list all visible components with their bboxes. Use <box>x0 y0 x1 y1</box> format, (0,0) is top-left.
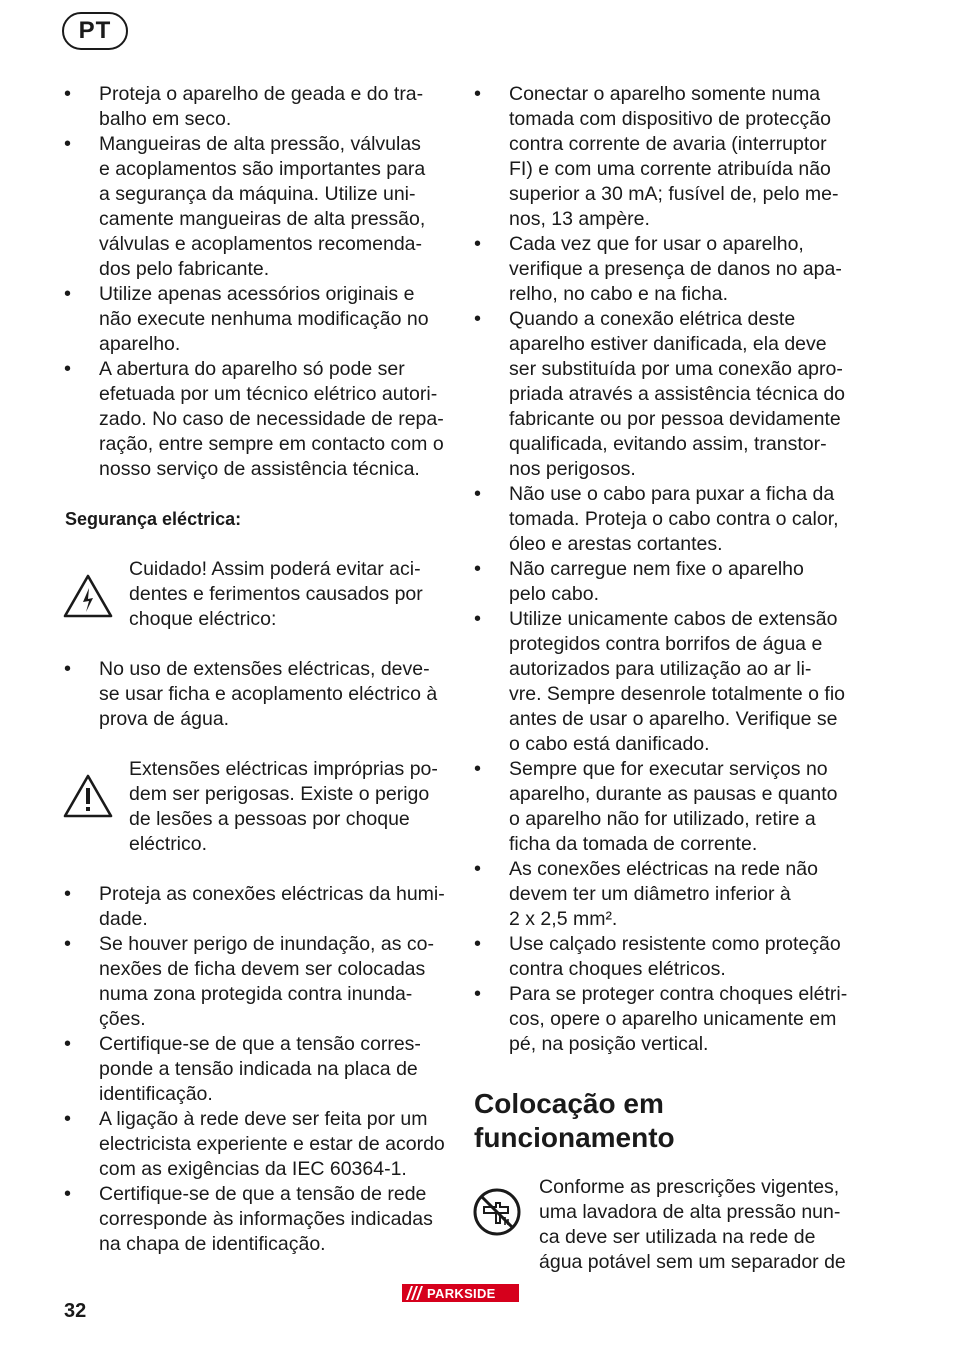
list-item-text: A ligação à rede deve ser feita por um electricista experiente e estar de acordo com as exigências da IEC 60364-1. <box>99 1108 445 1180</box>
right-column <box>472 82 864 1275</box>
list-item <box>62 882 452 932</box>
list-item <box>472 757 864 857</box>
list-item <box>62 282 452 357</box>
warning-block-electric <box>62 557 452 632</box>
bullet-list-bottom <box>62 882 452 1257</box>
list-item-text: A abertura do aparelho só pode ser efetuada por um técnico elétrico autori- zado. No caso de necessidade de repa- ração, entre sempre em contacto com o nosso serviço de assistência técnica. <box>99 358 444 480</box>
list-item <box>472 82 864 232</box>
note-text: Conforme as prescrições vigentes, uma lavadora de alta pressão nun- ca deve ser utilizada na rede de água potável sem um separador de <box>539 1176 846 1273</box>
list-item <box>472 607 864 757</box>
list-item-text: Se houver perigo de inundação, as co- nexões de ficha devem ser colocadas numa zona protegida contra inunda- ções. <box>99 933 434 1030</box>
list-item-text: Não use o cabo para puxar a ficha da tomada. Proteja o cabo contra o calor, óleo e arestas cortantes. <box>509 483 839 555</box>
list-item-text: Proteja o aparelho de geada e do tra- balho em seco. <box>99 83 424 130</box>
section-heading-electrical-safety: Segurança eléctrica: <box>65 509 242 529</box>
list-item <box>472 982 864 1057</box>
list-item <box>472 557 864 607</box>
list-item-text: Use calçado resistente como proteção contra choques elétricos. <box>509 933 841 980</box>
list-item <box>472 307 864 482</box>
bullet-list-right <box>472 82 864 1057</box>
language-badge <box>62 12 128 50</box>
list-item-text: Certifique-se de que a tensão de rede corresponde às informações indicadas na chapa de identificação. <box>99 1183 433 1255</box>
list-item <box>62 932 452 1032</box>
list-item-text: Utilize unicamente cabos de extensão protegidos contra borrifos de água e autorizados para utilização ao ar li- vre. Sempre desenrole totalmente o fio antes de usar o aparelho. Verifique se o cabo está danificado. <box>509 608 846 755</box>
list-item <box>62 357 452 482</box>
note-block-drinking-water <box>472 1175 864 1275</box>
list-item-text: Conectar o aparelho somente numa tomada com dispositivo de protecção contra corrente de avaria (interruptor FI) e com uma corrente atribuída não superior a 30 mA; fusível de, pelo me- nos, 13 ampère. <box>509 83 839 230</box>
general-warning-icon <box>62 757 128 826</box>
list-item <box>472 857 864 932</box>
list-item-text: Mangueiras de alta pressão, válvulas e acoplamentos são importantes para a segurança da máquina. Utilize uni- camente mangueiras de alta pressão, válvulas e acoplamentos recomenda- dos pelo fabricante. <box>99 133 426 280</box>
list-item <box>62 1182 452 1257</box>
logo-stripes-icon <box>402 1284 426 1302</box>
left-column <box>62 82 452 1257</box>
bullet-list-top <box>62 82 452 482</box>
list-item-text: Sempre que for executar serviços no aparelho, durante as pausas e quanto o aparelho não for utilizado, retire a ficha da tomada de corrente. <box>509 758 838 855</box>
logo-text: PARKSIDE <box>427 1285 496 1301</box>
list-item <box>62 657 452 732</box>
list-item <box>62 82 452 132</box>
list-item-text: Quando a conexão elétrica deste aparelho estiver danificada, ela deve ser substituída por uma conexão apro- priada através a assistência técnica do fabricante ou por pessoa devidamente qualificada, evitando assim, transtor- nos perigosos. <box>509 308 846 480</box>
list-item <box>472 482 864 557</box>
list-item-text: Utilize apenas acessórios originais e não execute nenhuma modificação no aparelho. <box>99 283 429 355</box>
list-item-text: No uso de extensões eléctricas, deve- se usar ficha e acoplamento eléctrico à prova de água. <box>99 658 438 730</box>
bullet-list-mid <box>62 657 452 732</box>
list-item-text: Proteja as conexões eléctricas da humi- dade. <box>99 883 445 930</box>
list-item <box>62 132 452 282</box>
list-item <box>472 232 864 307</box>
warning-text: Cuidado! Assim poderá evitar aci- dentes e ferimentos causados por choque eléctrico: <box>129 558 423 630</box>
list-item <box>472 932 864 982</box>
list-item <box>62 1107 452 1182</box>
parkside-logo <box>402 1284 519 1302</box>
section-heading-commissioning: Colocação em funcionamento <box>474 1088 675 1153</box>
warning-block-general <box>62 757 452 857</box>
list-item-text: Não carregue nem fixe o aparelho pelo cabo. <box>509 558 804 605</box>
language-code: PT <box>78 17 112 44</box>
list-item <box>62 1032 452 1107</box>
list-item-text: Cada vez que for usar o aparelho, verifique a presença de danos no apa- relho, no cabo e na ficha. <box>509 233 842 305</box>
warning-text: Extensões eléctricas impróprias po- dem ser perigosas. Existe o perigo de lesões a pessoas por choque eléctrico. <box>129 758 438 855</box>
list-item-text: Para se proteger contra choques elétri- cos, opere o aparelho unicamente em pé, na posição vertical. <box>509 983 848 1055</box>
electric-shock-warning-icon <box>62 557 128 626</box>
list-item-text: Certifique-se de que a tensão corres- ponde a tensão indicada na placa de identificação. <box>99 1033 421 1105</box>
no-drinking-water-connection-icon <box>472 1175 538 1244</box>
page-number: 32 <box>64 1300 87 1322</box>
list-item-text: As conexões eléctricas na rede não devem ter um diâmetro inferior à 2 x 2,5 mm². <box>509 858 818 930</box>
